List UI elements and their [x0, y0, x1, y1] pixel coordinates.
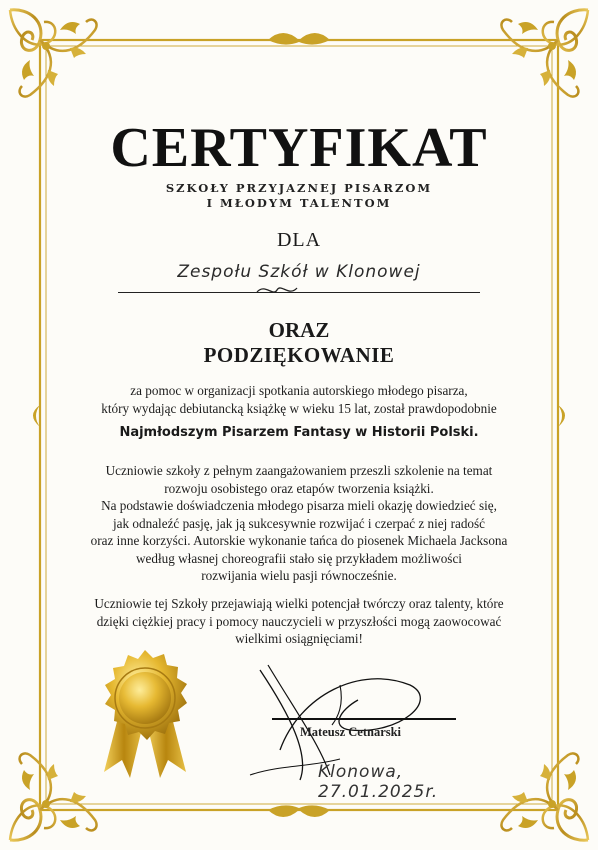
highlight-text: Najmłodszym Pisarzem Fantasy w Historii Polski. [119, 425, 479, 440]
paragraph-2-line: Uczniowie szkoły z pełnym zaangażowaniem przeszli szkolenie na temat [105, 463, 493, 478]
underline-flourish [255, 283, 299, 297]
paragraph-3-line: wielkimi osiągnięciami! [235, 631, 363, 646]
paragraph-2-line: rozwijania wielu pasji równocześnie. [201, 568, 397, 583]
paragraph-2-line: oraz inne korzyści. Autorskie wykonanie tańca do piosenek Michaela Jacksona [90, 533, 508, 548]
paragraph-2-line: Na podstawie doświadczenia młodego pisarza mieli okazję dowiedzieć się, [101, 498, 497, 513]
paragraph-2 [0, 462, 598, 585]
signature-line [272, 718, 456, 720]
paragraph-1-line: który wydając debiutancką książkę w wieku 15 lat, został prawdopodobnie [101, 400, 497, 416]
gold-seal-icon [90, 640, 200, 780]
thanks-label: PODZIĘKOWANIE [203, 343, 395, 367]
paragraph-2-line: rozwoju osobistego oraz etapów tworzenia książki. [164, 480, 434, 496]
paragraph-3-line: dzięki ciężkiej pracy i pomocy nauczycieli w przyszłości mogą zaowocować [96, 613, 502, 629]
for-label: DLA [276, 229, 322, 251]
signer-name: Mateusz Cetnarski [300, 725, 402, 739]
paragraph-2-line: według własnej choreografii stało się przykładem możliwości [136, 550, 462, 566]
subtitle-line-2: I MŁODYM TALENTOM [206, 196, 392, 210]
recipient-underline [118, 292, 480, 293]
subtitle-line-1: SZKOŁY PRZYJAZNEJ PISARZOM [165, 181, 433, 195]
paragraph-1-line: za pomoc w organizacji spotkania autorskiego młodego pisarza, [130, 383, 468, 398]
paragraph-2-line: jak odnaleźć pasję, jak ją sukcesywnie rozwijać i czerpać z niej radość [113, 515, 485, 531]
paragraph-1 [0, 382, 598, 417]
certificate-title: CERTYFIKAT [110, 117, 488, 179]
and-label: ORAZ [268, 318, 330, 342]
place-date-handwritten: Klonowa, 27.01.2025r. [318, 762, 439, 802]
recipient-handwritten: Zespołu Szkół w Klonowej [177, 262, 421, 282]
paragraph-3-line: Uczniowie tej Szkoły przejawiają wielki potencjał twórczy oraz talenty, które [94, 596, 504, 611]
